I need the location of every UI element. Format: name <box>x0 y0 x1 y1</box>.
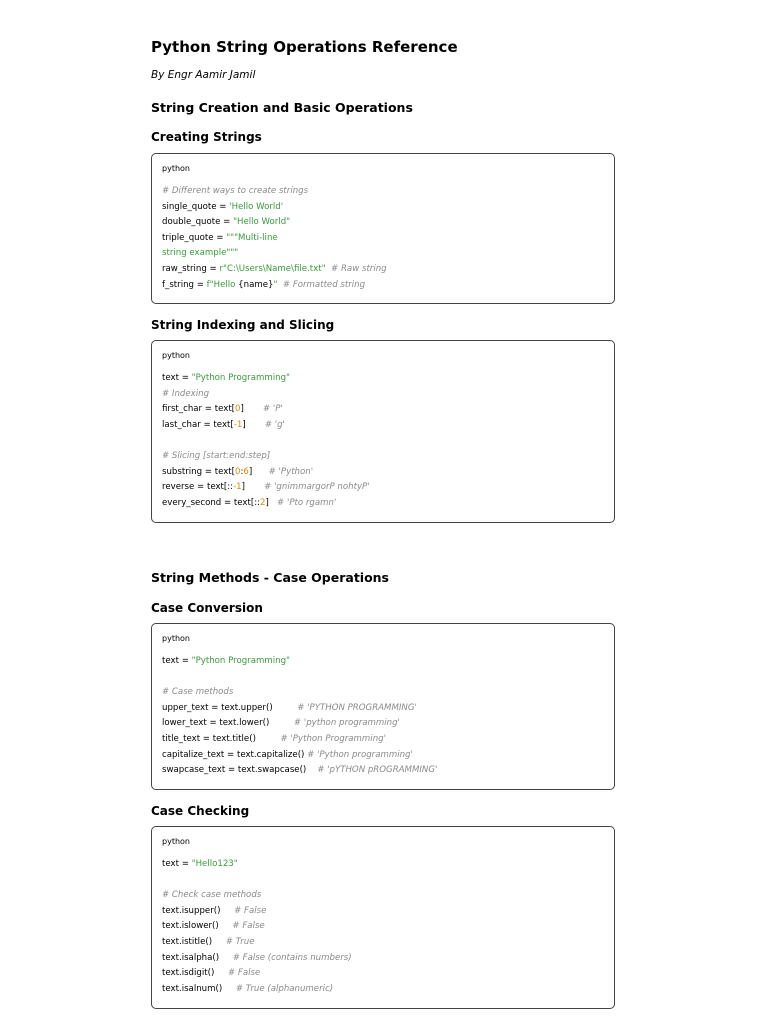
code-token: title_text = text.title() <box>162 733 281 744</box>
code-token: reverse = text[:: <box>162 482 234 493</box>
code-token: double_quote = <box>162 217 234 228</box>
code-comment: # 'Python Programming' <box>280 733 386 744</box>
code-comment: # 'python programming' <box>293 718 400 729</box>
code-line <box>162 857 352 873</box>
section-heading-case-operations: String Methods - Case Operations <box>151 570 390 585</box>
code-comment: # True (alphanumeric) <box>235 983 334 994</box>
code-line <box>162 966 352 982</box>
code-token: text.islower() <box>162 921 233 932</box>
code-token: ] <box>265 497 278 508</box>
code-comment: # 'gnimmargorP nohtyP' <box>264 482 370 493</box>
code-line <box>162 231 387 247</box>
code-comment: # 'P' <box>263 404 283 415</box>
code-number: 0 <box>235 404 241 415</box>
code-line <box>162 402 370 418</box>
code-line <box>162 888 352 904</box>
code-token: first_char = text[ <box>162 404 236 415</box>
code-line <box>162 480 370 496</box>
code-language-label: python <box>162 837 190 846</box>
code-lines <box>162 371 370 511</box>
code-line <box>162 951 352 967</box>
code-string: r"C:\Users\Name\file.txt" <box>219 263 326 274</box>
code-token: text.isdigit() <box>162 968 228 979</box>
code-line <box>162 763 437 779</box>
code-string: "Python Programming" <box>191 656 290 666</box>
code-comment: # Different ways to create strings <box>162 186 309 196</box>
code-block-creating-strings <box>151 153 615 304</box>
code-comment: # Formatted string <box>282 279 366 290</box>
code-line <box>162 982 352 998</box>
code-line <box>162 418 370 434</box>
code-line <box>162 935 352 951</box>
subsection-heading-case-checking: Case Checking <box>151 804 250 818</box>
code-token: ] <box>241 482 265 493</box>
code-token: text.isupper() <box>162 905 235 916</box>
code-line <box>162 465 370 481</box>
code-line <box>162 732 437 748</box>
code-token: capitalize_text = text.capitalize() <box>162 749 308 760</box>
code-string: 'Hello World' <box>229 201 284 212</box>
code-token: last_char = text[ <box>162 419 234 430</box>
code-line <box>162 919 352 935</box>
code-token: ] <box>248 466 269 477</box>
code-token: text.isalpha() <box>162 952 233 963</box>
code-token: f_string = <box>162 279 207 290</box>
subsection-heading-indexing-slicing: String Indexing and Slicing <box>151 318 335 332</box>
code-string: "Hello World" <box>233 217 291 228</box>
code-line <box>162 371 370 387</box>
code-line <box>162 278 387 294</box>
code-comment: # 'PYTHON PROGRAMMING' <box>297 702 417 713</box>
code-comment: # 'Pto rgamn' <box>277 497 337 508</box>
code-string: "Python Programming" <box>191 373 290 383</box>
code-line <box>162 215 387 231</box>
code-comment: # False (contains numbers) <box>232 952 352 963</box>
code-number: 2 <box>260 497 266 508</box>
code-token: text.isalnum() <box>162 983 236 994</box>
code-comment: # 'Python programming' <box>307 749 413 760</box>
code-token: text = <box>162 859 192 869</box>
code-token: raw_string = <box>162 263 220 274</box>
code-token: {name} <box>238 279 274 290</box>
code-language-label: python <box>162 351 190 360</box>
code-comment: # 'Python' <box>268 466 314 477</box>
code-line <box>162 200 387 216</box>
code-comment: # True <box>225 936 255 947</box>
code-token: : <box>240 466 244 477</box>
code-line <box>162 433 370 449</box>
code-line <box>162 904 352 920</box>
code-token: lower_text = text.lower() <box>162 718 294 729</box>
code-token: ] <box>240 404 263 415</box>
code-string: """Multi-line <box>226 232 278 243</box>
code-line <box>162 748 437 764</box>
code-comment: # 'pYTHON pROGRAMMING' <box>317 765 438 776</box>
code-language-label: python <box>162 164 190 173</box>
code-token: triple_quote = <box>162 232 227 243</box>
code-number: 6 <box>243 466 249 477</box>
subsection-heading-case-conversion: Case Conversion <box>151 601 263 615</box>
code-string: string example""" <box>162 248 239 259</box>
page-title: Python String Operations Reference <box>151 38 458 56</box>
code-comment: # Case methods <box>162 687 234 698</box>
code-token: every_second = text[:: <box>162 497 260 508</box>
code-token: single_quote = <box>162 201 230 212</box>
code-number: -1 <box>233 482 242 493</box>
section-heading-string-creation: String Creation and Basic Operations <box>151 100 413 115</box>
code-line <box>162 701 437 717</box>
code-string: " <box>273 279 278 290</box>
code-comment: # False <box>234 905 267 916</box>
code-token: substring = text[ <box>162 466 236 477</box>
author-byline: By Engr Aamir Jamil <box>151 69 256 81</box>
code-block-case-conversion <box>151 623 615 790</box>
code-line <box>162 184 387 200</box>
code-token: text = <box>162 656 192 666</box>
code-comment: # Slicing [start:end:step] <box>162 450 271 461</box>
code-line <box>162 716 437 732</box>
code-comment: # Raw string <box>331 263 387 274</box>
code-token: text.istitle() <box>162 936 226 947</box>
code-line <box>162 449 370 465</box>
code-line <box>162 262 387 278</box>
code-line <box>162 246 387 262</box>
code-lines <box>162 857 352 997</box>
code-line <box>162 387 370 403</box>
code-comment: # False <box>232 921 265 932</box>
code-token: ] <box>242 419 265 430</box>
code-comment: # Check case methods <box>162 890 262 901</box>
code-language-label: python <box>162 634 190 643</box>
code-line <box>162 873 352 889</box>
code-line <box>162 670 437 686</box>
code-lines <box>162 184 387 293</box>
code-token: text = <box>162 373 192 383</box>
code-line <box>162 685 437 701</box>
code-block-indexing-slicing <box>151 340 615 523</box>
code-line <box>162 654 437 670</box>
code-number: -1 <box>233 419 243 430</box>
code-comment: # False <box>227 968 261 979</box>
code-number: 0 <box>235 466 241 477</box>
code-lines <box>162 654 437 779</box>
code-string: f"Hello <box>206 279 239 290</box>
code-string: "Hello123" <box>191 859 238 869</box>
subsection-heading-creating-strings: Creating Strings <box>151 130 262 144</box>
code-line <box>162 496 370 512</box>
code-token: upper_text = text.upper() <box>162 702 298 713</box>
code-token: swapcase_text = text.swapcase() <box>162 765 318 776</box>
code-block-case-checking <box>151 826 615 1009</box>
code-comment: # 'g' <box>264 419 285 430</box>
code-comment: # Indexing <box>162 388 210 399</box>
